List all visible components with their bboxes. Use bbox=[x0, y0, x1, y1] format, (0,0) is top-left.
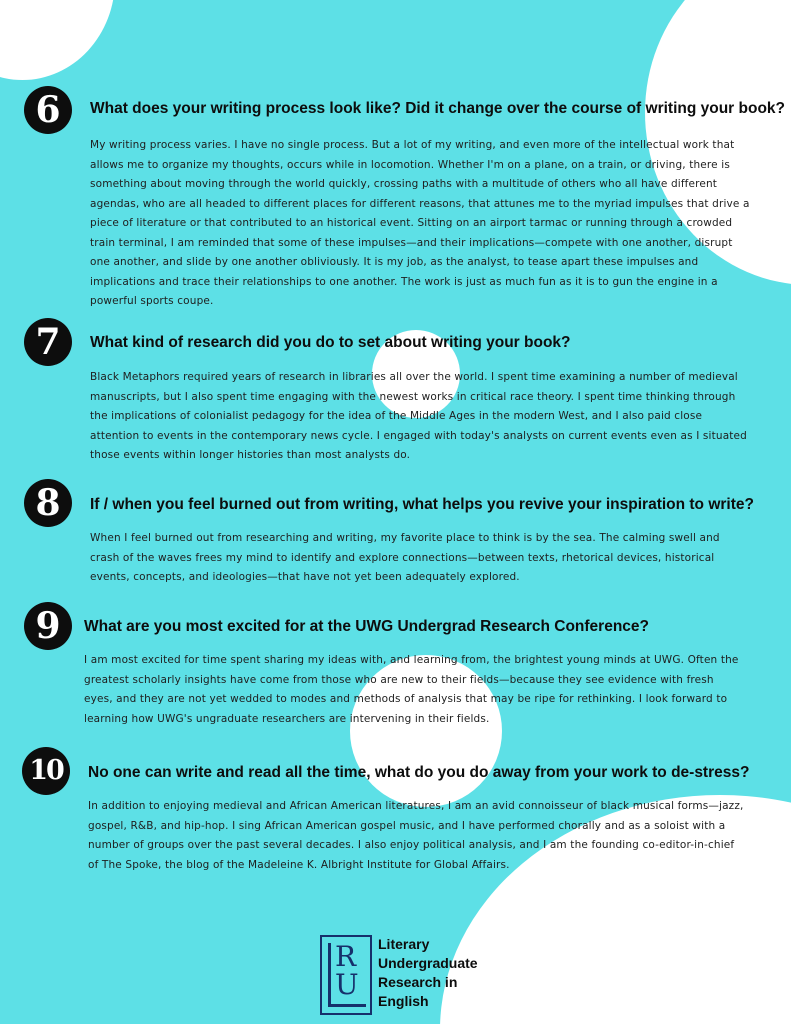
number-badge: 10 bbox=[22, 747, 70, 795]
logo-letter-u: U bbox=[335, 968, 359, 1001]
answer-text: I am most excited for time spent sharing my ideas with, and learning from, the brightest young minds at UWG. Often the greatest scholarly insights have come from those who are new to their fields—because they see evidence with fresh eyes, and they are not yet wedded to modes and methods of analysis that may be ripe for rethinking. I look forward to learning how UWG's ungraduate researchers are intervening in their fields. bbox=[84, 654, 739, 725]
question-heading: What kind of research did you do to set about writing your book? bbox=[90, 334, 571, 351]
question-heading: What are you most excited for at the UWG Undergrad Research Conference? bbox=[84, 618, 650, 635]
number-badge: 8 bbox=[24, 479, 72, 527]
blob-top-left bbox=[0, 0, 115, 80]
logo-bar-vertical bbox=[328, 943, 331, 1007]
answer-text: Black Metaphors required years of research in libraries all over the world. I spent time examining a number of medieval manuscripts, but I also spent time engaging with the newest works in critical race theory. I spent time thinking through the implications of colonialist pedagogy for the idea of the Middle Ages in the modern West, and I also paid close attention to events in the contemporary news cycle. I engaged with today's analysts on current events even as I situated those events within longer histories than most analysts do. bbox=[90, 371, 747, 461]
answer-text: In addition to enjoying medieval and African American literatures, I am an avid connoisseur of black musical forms—jazz, gospel, R&B, and hip-hop. I sing African American gospel music, and I have performed chorally and as a soloist with a number of groups over the past several decades. I also enjoy political analysis, and I am the founding co-editor-in-chief of The Spoke, the blog of the Madeleine K. Albright Institute for Global Affairs. bbox=[88, 800, 744, 871]
logo-bar-horizontal bbox=[328, 1004, 366, 1007]
question-heading: What does your writing process look like? Did it change over the course of writing your book? bbox=[90, 100, 786, 117]
logo-line: English bbox=[378, 993, 429, 1009]
question-heading: No one can write and read all the time, what do you do away from your work to de-stress? bbox=[88, 764, 750, 781]
number-badge: 6 bbox=[24, 86, 72, 134]
lure-logo-mark bbox=[320, 935, 372, 1015]
question-heading: If / when you feel burned out from writing, what helps you revive your inspiration to write? bbox=[90, 496, 754, 513]
number-badge: 7 bbox=[24, 318, 72, 366]
logo-line: Research in bbox=[378, 974, 458, 990]
answer-text: My writing process varies. I have no single process. But a lot of my writing, and even more of the intellectual work that allows me to organize my thoughts, occurs while in locomotion. Whether I'm on a plane, on a train, or driving, there is something about moving through the world quickly, crossing paths with a multitude of others who all have different agendas, who are all headed to different places for different reasons, that attunes me to the myriad impulses that drive a piece of literature or that contributed to an historical event. Sitting on an airport tarmac or running through a crowded train terminal, I am reminded that some of these impulses—and their implications—compete with one another, disrupt one another, and slide by one another obliviously. It is my job, as the analyst, to tease apart these impulses and implications and trace their relationships to one another. The work is just as much fun as it is to gun the engine in a powerful sports coupe. bbox=[90, 139, 750, 307]
logo-letter-r: R bbox=[335, 940, 357, 973]
number-badge: 9 bbox=[24, 602, 72, 650]
answer-text: When I feel burned out from researching and writing, my favorite place to think is by the sea. The calming swell and crash of the waves frees my mind to identify and explore connections—between texts, rhetorical devices, historical events, concepts, and ideologies—that have not yet been adequately explored. bbox=[90, 532, 720, 583]
logo-line: Undergraduate bbox=[378, 955, 478, 971]
logo-line: Literary bbox=[378, 936, 430, 952]
logo-wordmark bbox=[378, 935, 478, 1011]
